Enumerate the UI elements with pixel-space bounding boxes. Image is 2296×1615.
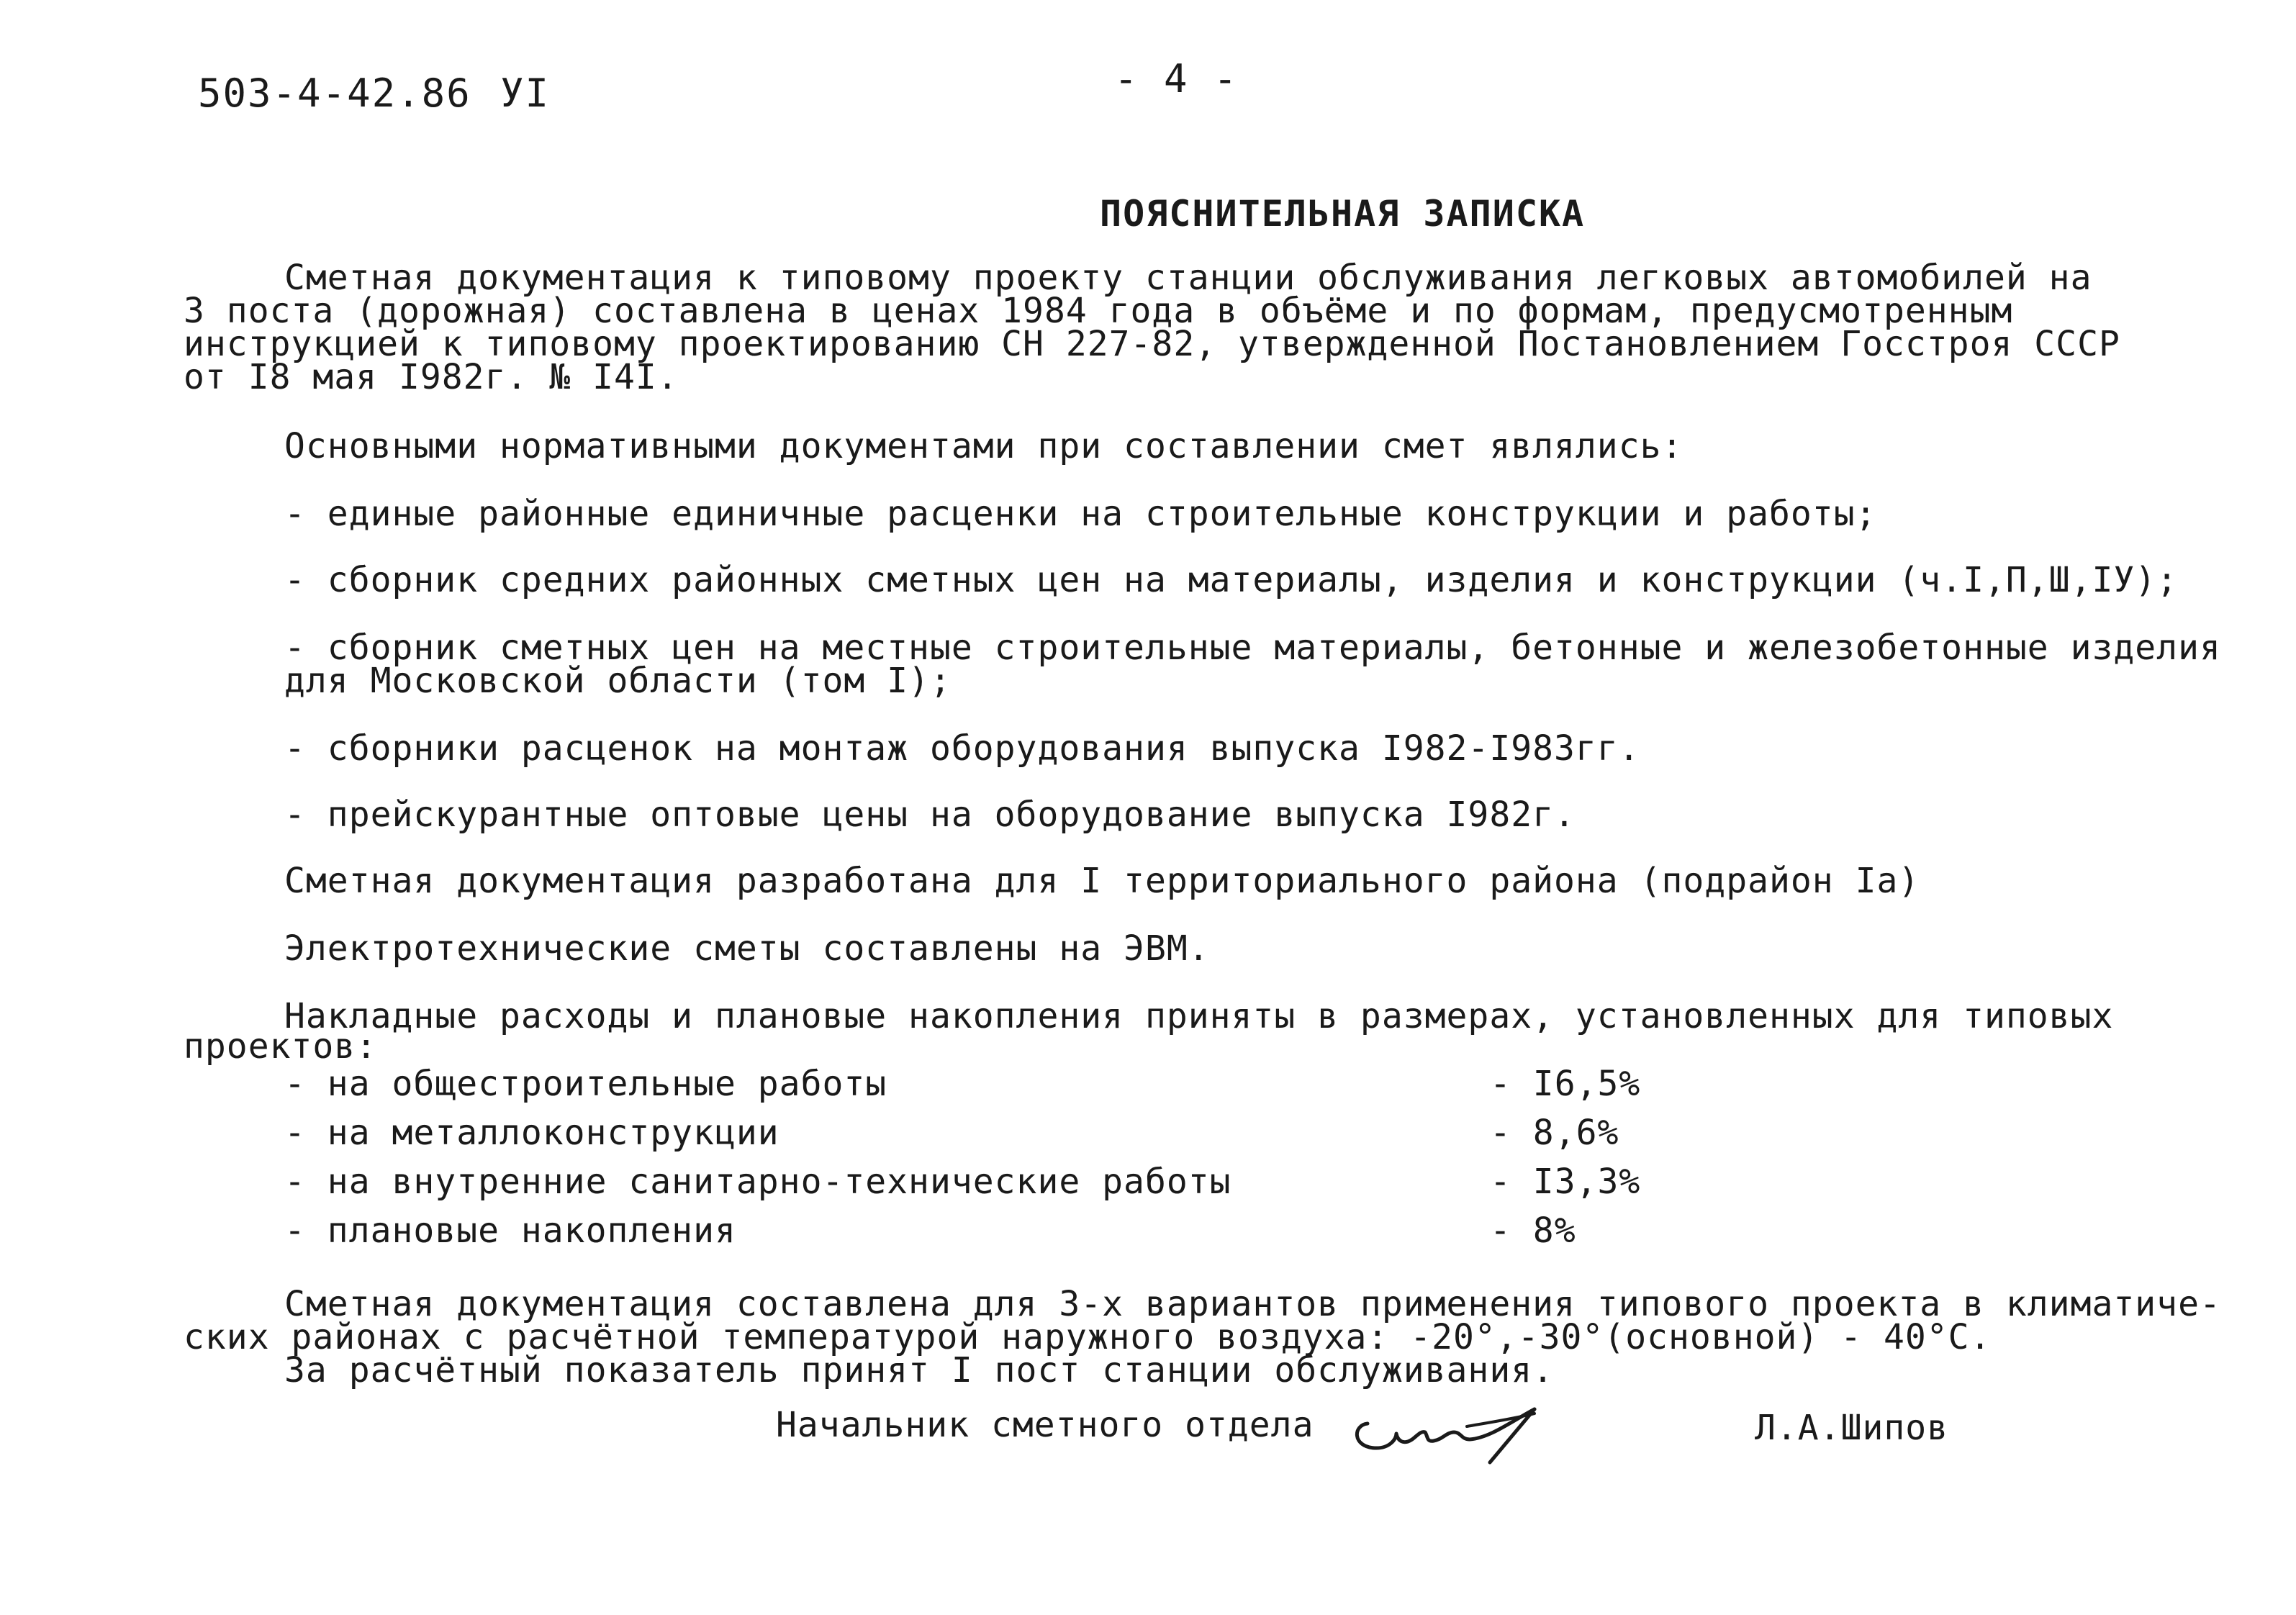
overhead-row-label: - плановые накопления bbox=[284, 1211, 736, 1251]
volume-label: УI bbox=[500, 71, 551, 116]
normative-item-5: - прейскурантные оптовые цены на оборудование выпуска I982г. bbox=[284, 795, 1576, 835]
document-title: ПОЯСНИТЕЛЬНАЯ ЗАПИСКА bbox=[1100, 193, 1586, 235]
normative-item-1: - единые районные единичные расценки на строительные конструкции и работы; bbox=[284, 494, 1877, 534]
territory-line: Сметная документация разработана для I территориального района (подрайон Iа) bbox=[284, 861, 1920, 901]
overhead-row-value: - 8% bbox=[1490, 1211, 1576, 1251]
variants-line-3: За расчётный показатель принят I пост станции обслуживания. bbox=[284, 1350, 1555, 1390]
handwritten-signature bbox=[1346, 1382, 1605, 1468]
normative-item-2: - сборник средних районных сметных цен на материалы, изделия и конструкции (ч.I,П,Ш,IУ); bbox=[284, 560, 2179, 600]
doc-number: 503-4-42.86 bbox=[198, 71, 471, 116]
electro-line: Электротехнические сметы составлены на ЭВМ. bbox=[284, 928, 1210, 969]
intro-line-3: инструкцией к типовому проектированию СН 227-82, утвержденной Постановлением Госстроя СССР bbox=[184, 324, 2120, 364]
overhead-row-value: - 8,6% bbox=[1490, 1113, 1619, 1153]
intro-line-2: 3 поста (дорожная) составлена в ценах 1984 года в объёме и по формам, предусмотренным bbox=[184, 291, 2013, 331]
overhead-row-value: - I6,5% bbox=[1490, 1064, 1641, 1104]
overhead-intro-line-2: проектов: bbox=[184, 1026, 378, 1067]
overhead-row-label: - на металлоконструкции bbox=[284, 1113, 779, 1153]
page-number: - 4 - bbox=[1114, 56, 1239, 101]
intro-line-1: Сметная документация к типовому проекту станции обслуживания легковых автомобилей на bbox=[284, 258, 2092, 298]
variants-line-1: Сметная документация составлена для 3-х вариантов применения типового проекта в климатиче- bbox=[284, 1284, 2221, 1324]
normative-intro: Основными нормативными документами при составлении смет являлись: bbox=[284, 426, 1683, 466]
overhead-row-value: - I3,3% bbox=[1490, 1162, 1641, 1202]
intro-line-4: от I8 мая I982г. № I4I. bbox=[184, 357, 679, 397]
signature-name: Л.А.Шипов bbox=[1755, 1408, 1949, 1448]
normative-item-3: - сборник сметных цен на местные строительные материалы, бетонные и железобетонные изделия bbox=[284, 628, 2221, 668]
signature-position: Начальник сметного отдела bbox=[776, 1405, 1314, 1445]
variants-line-2: ских районах с расчётной температурой наружного воздуха: -20°,-30°(основной) - 40°С. bbox=[184, 1317, 1992, 1357]
overhead-row-label: - на общестроительные работы bbox=[284, 1064, 887, 1104]
overhead-row-label: - на внутренние санитарно-технические работы bbox=[284, 1162, 1231, 1202]
normative-item-4: - сборники расценок на монтаж оборудования выпуска I982-I983гг. bbox=[284, 728, 1640, 769]
overhead-intro-line-1: Накладные расходы и плановые накопления приняты в размерах, установленных для типовых bbox=[284, 996, 2114, 1036]
normative-item-3-cont: для Московской области (том I); bbox=[284, 661, 952, 701]
